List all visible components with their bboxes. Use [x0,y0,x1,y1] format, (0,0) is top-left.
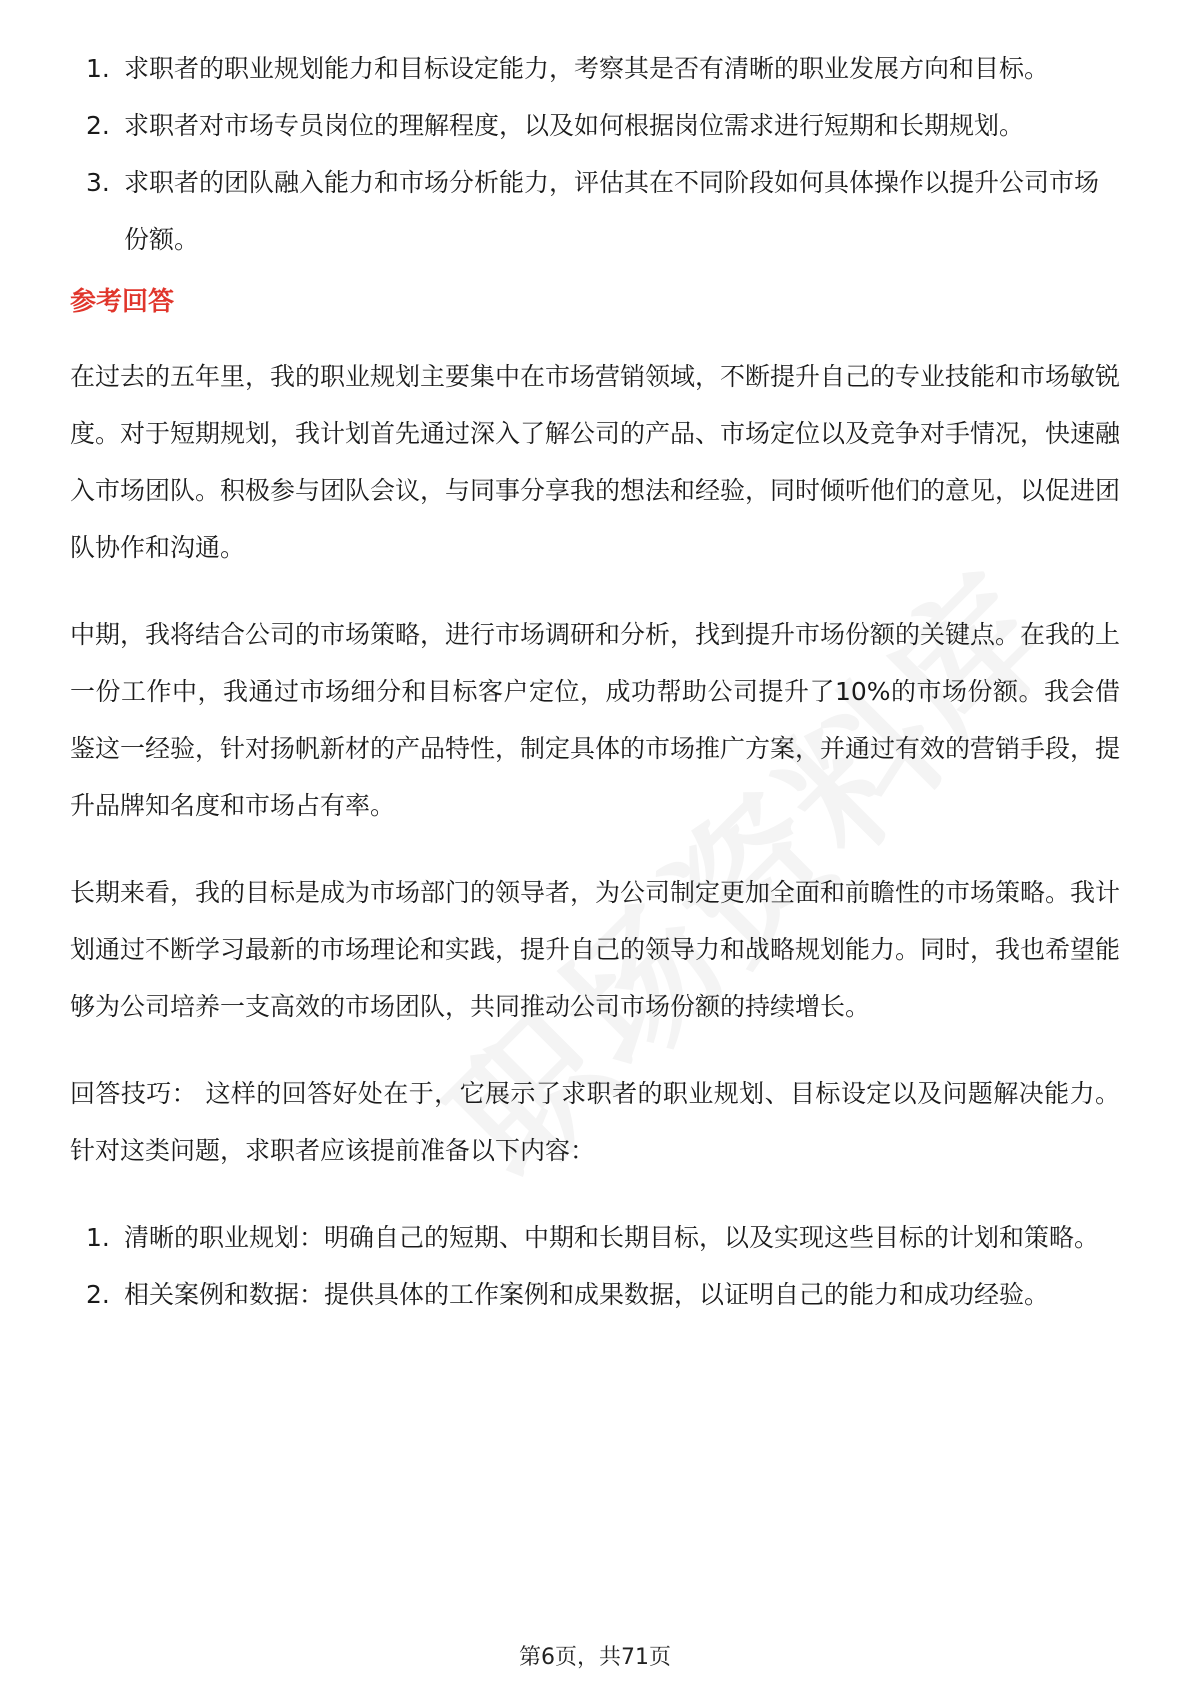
list-item-text: 清晰的职业规划：明确自己的短期、中期和长期目标，以及实现这些目标的计划和策略。 [124,1223,1100,1252]
page-content [70,40,1120,1323]
answer-paragraph: 长期来看，我的目标是成为市场部门的领导者，为公司制定更加全面和前瞻性的市场策略。我计划通过不断学习最新的市场理论和实践，提升自己的领导力和战略规划能力。同时，我也希望能够为公司培养一支高效的市场团队，共同推动公司市场份额的持续增长。 [70,878,1121,1021]
list-item-text: 相关案例和数据：提供具体的工作案例和成果数据，以证明自己的能力和成功经验。 [124,1280,1050,1309]
list-number: 2. [86,1280,110,1309]
list-number: 1. [86,1223,110,1252]
list-item-text: 求职者对市场专员岗位的理解程度，以及如何根据岗位需求进行短期和长期规划。 [124,111,1025,140]
answer-paragraph: 中期，我将结合公司的市场策略，进行市场调研和分析，找到提升市场份额的关键点。在我的上一份工作中，我通过市场细分和目标客户定位，成功帮助公司提升了10%的市场份额。我会借鉴这一经验，针对扬帆新材的产品特性，制定具体的市场推广方案，并通过有效的营销手段，提升品牌知名度和市场占有率。 [70,620,1121,820]
list-item [70,97,1120,154]
list-item-text: 求职者的团队融入能力和市场分析能力，评估其在不同阶段如何具体操作以提升公司市场份额。 [124,168,1100,254]
list-item [70,40,1120,97]
list-item [70,1209,1120,1266]
tips-paragraph: 回答技巧： 这样的回答好处在于，它展示了求职者的职业规划、目标设定以及问题解决能力。针对这类问题，求职者应该提前准备以下内容： [70,1079,1120,1165]
intro-list [70,40,1120,268]
list-number: 3. [86,168,110,197]
tips-list [70,1209,1120,1323]
list-number: 2. [86,111,110,140]
list-item [70,154,1120,268]
answer-paragraph: 在过去的五年里，我的职业规划主要集中在市场营销领域，不断提升自己的专业技能和市场敏锐度。对于短期规划，我计划首先通过深入了解公司的产品、市场定位以及竞争对手情况，快速融入市场团队。积极参与团队会议，与同事分享我的想法和经验，同时倾听他们的意见，以促进团队协作和沟通。 [70,362,1121,562]
section-title: 参考回答 [70,287,175,317]
list-item-text: 求职者的职业规划能力和目标设定能力，考察其是否有清晰的职业发展方向和目标。 [124,54,1050,83]
page-footer: 第6页，共71页 [519,1645,671,1670]
list-item [70,1266,1120,1323]
list-number: 1. [86,54,110,83]
